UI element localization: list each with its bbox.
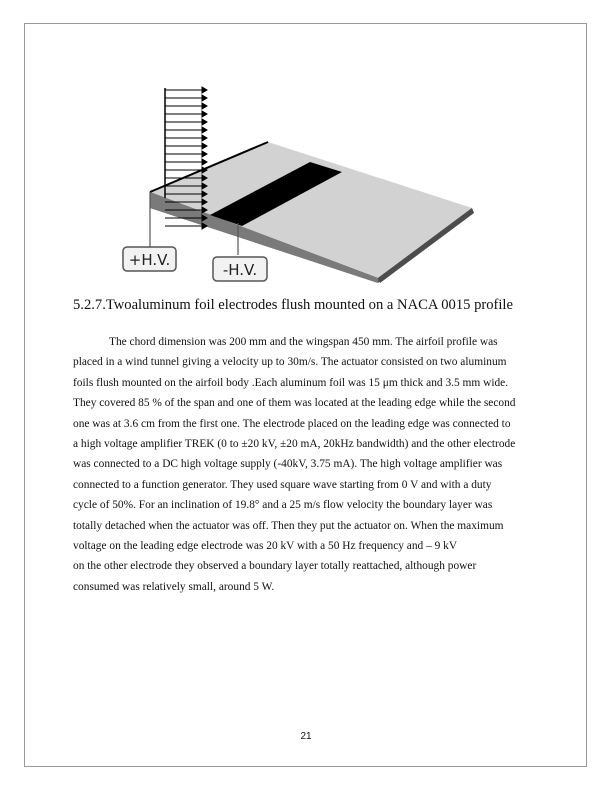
paragraph-line: a high voltage amplifier TREK (0 to ±20 kV, ±20 mA, 20kHz bandwidth) and the other electrode xyxy=(73,438,516,451)
body-paragraph xyxy=(73,332,543,597)
paragraph-line: consumed was relatively small, around 5 W. xyxy=(73,580,275,593)
paragraph-line: totally detached when the actuator was off. Then they put the actuator on. When the maximum xyxy=(73,519,504,532)
paragraph-line: was connected to a DC high voltage supply (-40kV, 3.75 mA). The high voltage amplifier was xyxy=(73,458,503,471)
plate-diagram xyxy=(110,80,490,285)
paragraph-line: They covered 85 % of the span and one of them was located at the leading edge while the second xyxy=(73,397,516,410)
paragraph-line: foils flush mounted on the airfoil body .Each aluminum foil was 15 μm thick and 3.5 mm wide. xyxy=(73,376,509,389)
electrode-figure xyxy=(110,80,490,285)
paragraph-line: placed in a wind tunnel giving a velocity up to 30m/s. The actuator consisted on two aluminum xyxy=(73,356,507,369)
page-number: 21 xyxy=(300,731,312,742)
paragraph-line: cycle of 50%. For an inclination of 19.8° and a 25 m/s flow velocity the boundary layer was xyxy=(73,499,493,512)
negative-hv-label: -H.V. xyxy=(222,261,258,279)
section-heading: 5.2.7.Twoaluminum foil electrodes flush mounted on a NACA 0015 profile xyxy=(73,297,513,313)
paragraph-line: one was at 3.6 cm from the first one. The electrode placed on the leading edge was connected to xyxy=(73,417,511,430)
paragraph-line: voltage on the leading edge electrode was 20 kV with a 50 Hz frequency and – 9 kV xyxy=(73,540,458,553)
paragraph-line: The chord dimension was 200 mm and the wingspan 450 mm. The airfoil profile was xyxy=(109,336,498,348)
paragraph-line: connected to a function generator. They used square wave starting from 0 V and with a duty xyxy=(73,478,492,491)
positive-hv-label: +H.V. xyxy=(128,251,171,269)
paragraph-line: on the other electrode they observed a boundary layer totally reattached, although power xyxy=(73,560,477,573)
